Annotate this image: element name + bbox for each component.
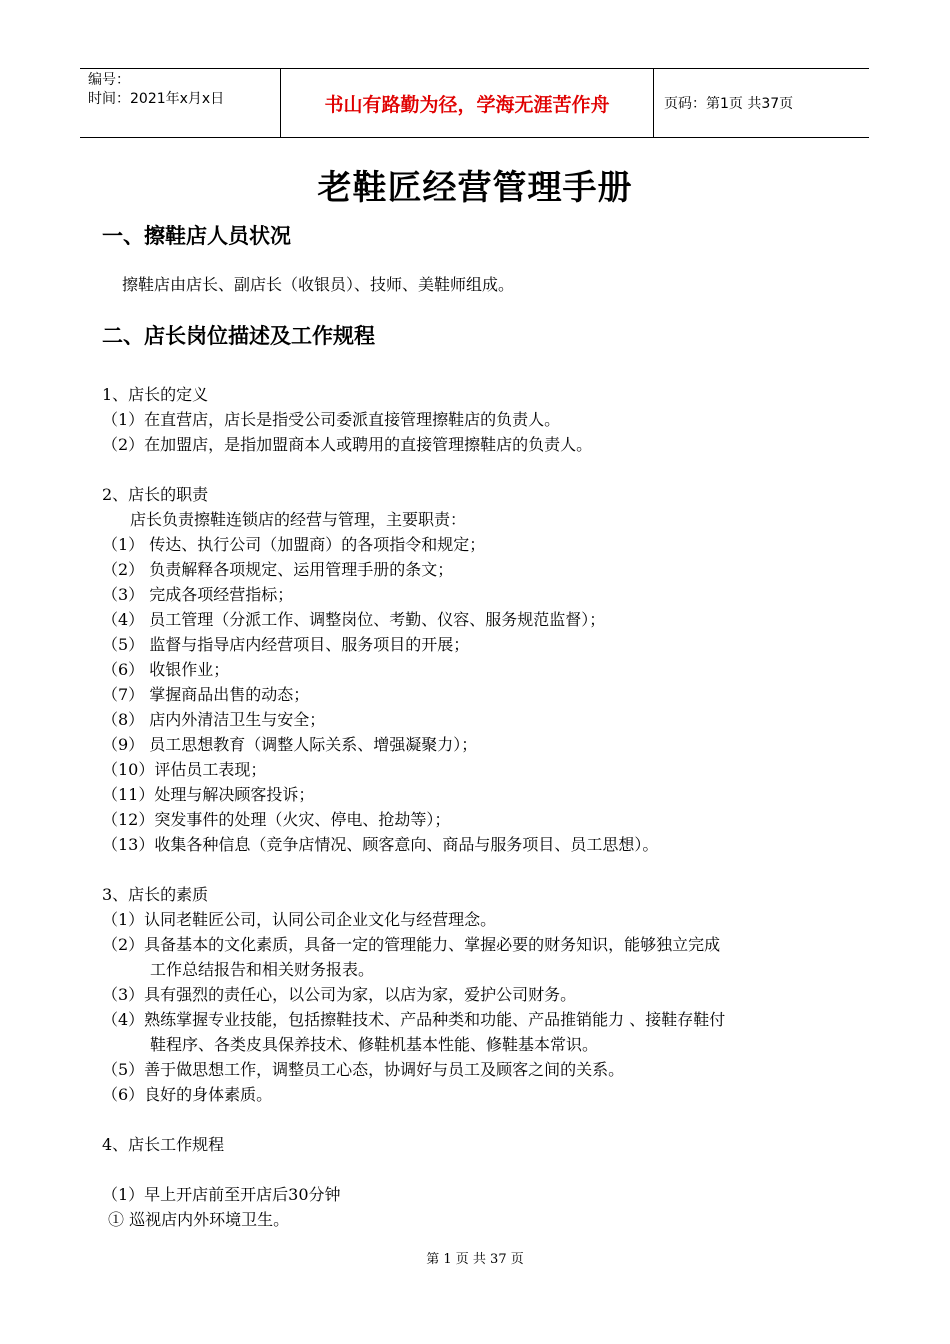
list-item: （3） 完成各项经营指标；: [102, 585, 294, 604]
list-item: （2） 负责解释各项规定、运用管理手册的条文；: [102, 560, 454, 579]
document-title: 老鞋匠经营管理手册: [317, 168, 633, 208]
section1-text: 擦鞋店由店长、副店长（收银员）、技师、美鞋师组成。: [122, 275, 515, 294]
header-motto: 书山有路勤为径，学海无涯苦作舟: [281, 69, 654, 137]
list-item: （2）在加盟店，是指加盟商本人或聘用的直接管理擦鞋店的负责人。: [102, 435, 593, 454]
section1-heading: 一、擦鞋店人员状况: [102, 224, 291, 248]
list-item: （12）突发事件的处理（火灾、停电、抢劫等）；: [102, 810, 451, 829]
duties-intro: 店长负责擦鞋连锁店的经营与管理，主要职责：: [130, 510, 467, 529]
header-page-info: 页码：第1页 共37页: [664, 96, 794, 112]
list-item: （4）熟练掌握专业技能，包括擦鞋技术、产品种类和功能、产品推销能力 、接鞋存鞋付: [102, 1010, 726, 1029]
list-item: （1）早上开店前至开店后30分钟: [102, 1185, 341, 1204]
list-item-continuation: 鞋程序、各类皮具保养技术、修鞋机基本性能、修鞋基本常识。: [150, 1035, 599, 1054]
list-item: （5）善于做思想工作，调整员工心态，协调好与员工及顾客之间的关系。: [102, 1060, 625, 1079]
list-item: （2）具备基本的文化素质，具备一定的管理能力、掌握必要的财务知识，能够独立完成: [102, 935, 721, 954]
list-item: （6） 收银作业；: [102, 660, 230, 679]
page-header: [80, 68, 869, 138]
time-label: 时间：2021年x月x日: [88, 91, 225, 107]
header-meta: [80, 69, 281, 137]
duties-title: 2、店长的职责: [102, 485, 209, 504]
qualities-title: 3、店长的素质: [102, 885, 209, 904]
list-item: ① 巡视店内外环境卫生。: [108, 1210, 290, 1229]
list-item: （8） 店内外清洁卫生与安全；: [102, 710, 326, 729]
list-item: （10）评估员工表现；: [102, 760, 267, 779]
list-item-continuation: 工作总结报告和相关财务报表。: [150, 960, 375, 979]
list-item: （5） 监督与指导店内经营项目、服务项目的开展；: [102, 635, 470, 654]
list-item: （7） 掌握商品出售的动态；: [102, 685, 310, 704]
number-label: 编号：: [88, 72, 130, 88]
list-item: （1）在直营店，店长是指受公司委派直接管理擦鞋店的负责人。: [102, 410, 561, 429]
page-footer: 第 1 页 共 37 页: [426, 1252, 524, 1267]
list-item: （4） 员工管理（分派工作、调整岗位、考勤、仪容、服务规范监督）；: [102, 610, 606, 629]
definition-title: 1、店长的定义: [102, 385, 209, 404]
list-item: （1） 传达、执行公司（加盟商）的各项指令和规定；: [102, 535, 486, 554]
list-item: （11）处理与解决顾客投诉；: [102, 785, 315, 804]
section2-heading: 二、店长岗位描述及工作规程: [102, 324, 375, 348]
list-item: （1）认同老鞋匠公司，认同公司企业文化与经营理念。: [102, 910, 497, 929]
list-item: （6）良好的身体素质。: [102, 1085, 273, 1104]
list-item: （13）收集各种信息（竞争店情况、顾客意向、商品与服务项目、员工思想）。: [102, 835, 659, 854]
procedure-title: 4、店长工作规程: [102, 1135, 225, 1154]
list-item: （3）具有强烈的责任心，以公司为家，以店为家，爱护公司财务。: [102, 985, 577, 1004]
list-item: （9） 员工思想教育（调整人际关系、增强凝聚力）；: [102, 735, 478, 754]
